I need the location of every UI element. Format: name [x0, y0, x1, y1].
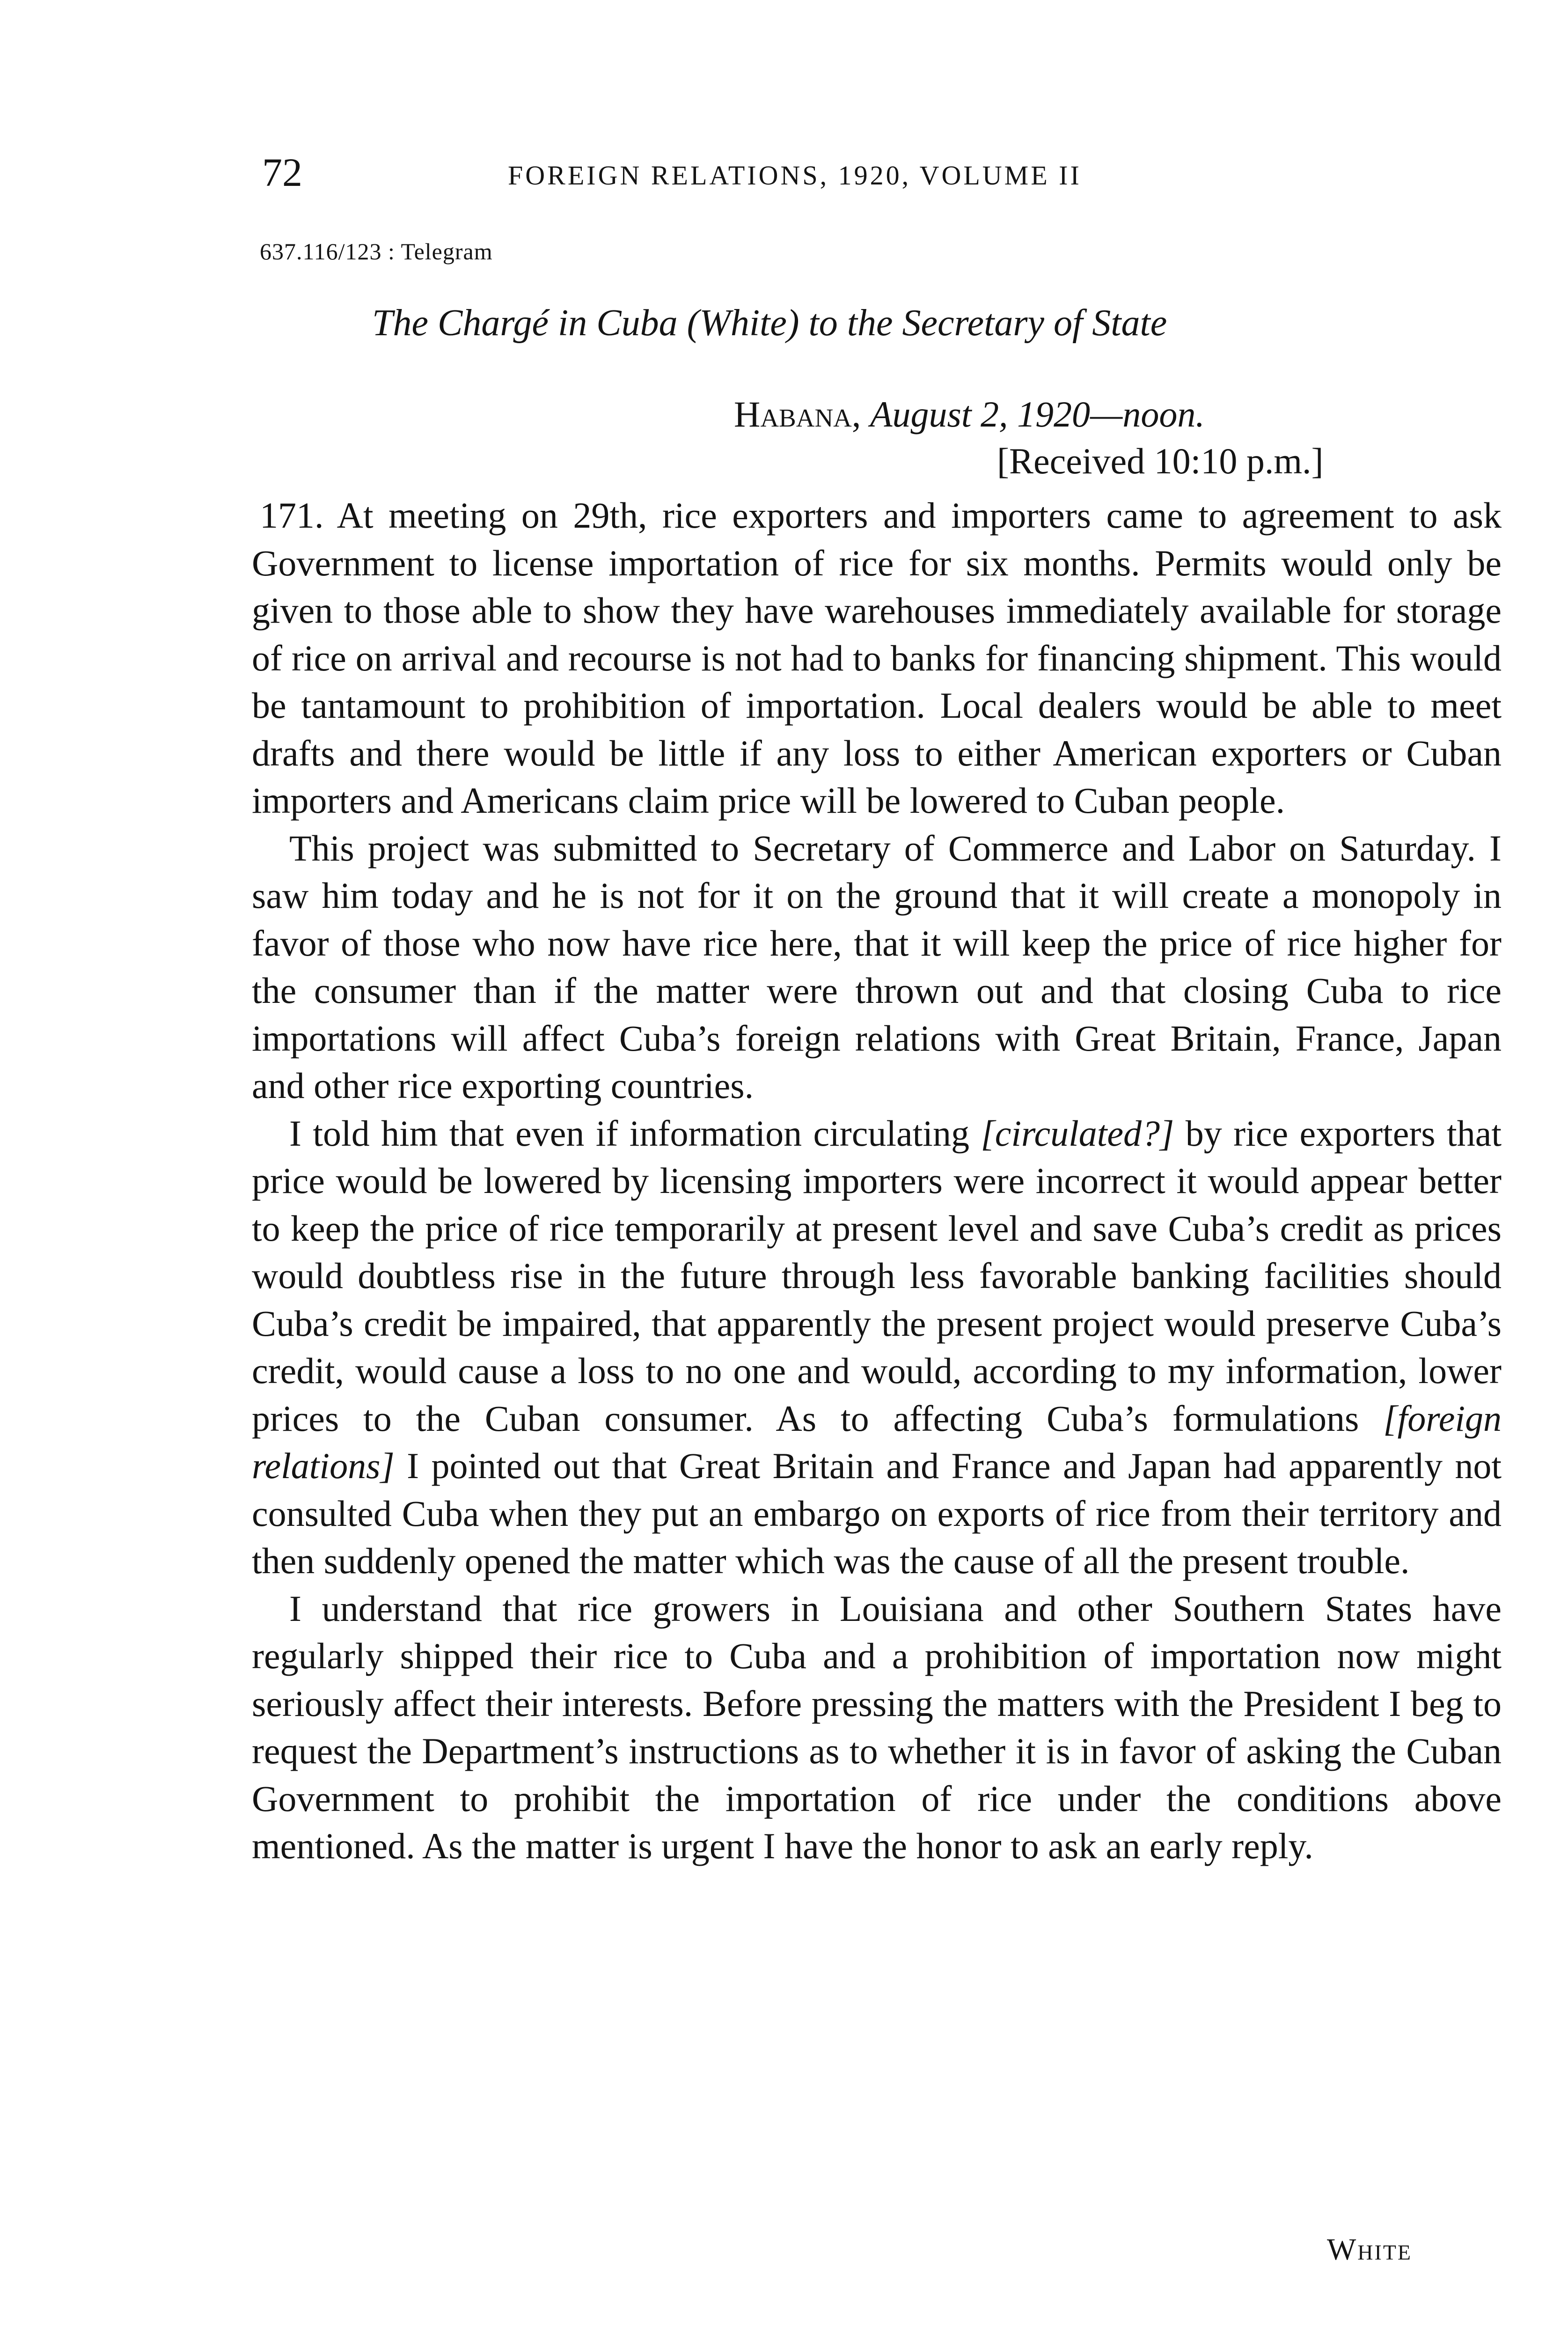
page-number: 72 — [262, 150, 302, 195]
paragraph-4: I understand that rice growers in Louisiana and other Southern States have regularly shipped their rice to Cuba and a prohibition of importation now might seriously affect their interests. Before pressing the matters with the President I beg to request the Department’s instructions as to whether it is in favor of asking the Cuban Government to prohibit the importation of rice under the conditions above mentioned. As the matter is urgent I have the honor to ask an early reply. — [252, 1588, 1502, 1866]
paragraph-3-part-c: by rice exporters that price would be lowered by licensing importers were incorrect it would appear better to keep the price of rice temporarily at present level and save Cuba’s credit as prices would doubtless rise in the future through less favorable banking facilities should Cuba’s credit be impaired, that apparently the present project would preserve Cuba’s credit, would cause a loss to no one and would, according to my information, lower prices to the Cuban consumer. As to affecting Cuba’s formulations — [252, 1112, 1502, 1439]
telegram-body — [252, 492, 1502, 1870]
paragraph-2: This project was submitted to Secretary of Commerce and Labor on Saturday. I saw him today and he is not for it on the ground that it will create a monopoly in favor of those who now have rice here, that it will keep the price of rice higher for the consumer than if the matter were thrown out and that closing Cuba to rice importations will affect Cuba’s foreign relations with Great Britain, France, Japan and other rice exporting countries. — [252, 827, 1502, 1106]
received-note: [Received 10:10 p.m.] — [997, 441, 1324, 481]
dateline-place: Habana, — [734, 394, 861, 434]
file-reference: 637.116/123 : Telegram — [260, 238, 493, 265]
signature: White — [1327, 2232, 1413, 2267]
paragraph-3-part-e: I pointed out that Great Britain and France and Japan had apparently not consulted Cuba when they put an embargo on exports of rice from their territory and then suddenly opened the matter which was the cause of all the present trouble. — [252, 1445, 1502, 1581]
running-head: FOREIGN RELATIONS, 1920, VOLUME II — [508, 160, 1082, 191]
document-title: The Chargé in Cuba (White) to the Secretary of State — [372, 302, 1167, 344]
paragraph-3 — [252, 1110, 1502, 1585]
dateline — [734, 391, 1205, 438]
editorial-insert-foreign-relations: [foreign relations] — [252, 1398, 1502, 1486]
dateline-date: August 2, 1920—noon. — [870, 394, 1205, 434]
paragraph-1: 171. At meeting on 29th, rice exporters and importers came to agreement to ask Government to license importation of rice for six months. Permits would only be given to those able to show they have warehouses immediately available for storage of rice on arrival and recourse is not had to banks for financing shipment. This would be tantamount to prohibition of importation. Local dealers would be able to meet drafts and there would be little if any loss to either American exporters or Cuban importers and Americans claim price will be lowered to Cuban people. — [252, 495, 1502, 821]
paragraph-3-part-a: I told him that even if information circulating — [289, 1112, 969, 1154]
page-header — [262, 149, 1488, 205]
editorial-insert-circulated: [circulated?] — [981, 1112, 1174, 1154]
